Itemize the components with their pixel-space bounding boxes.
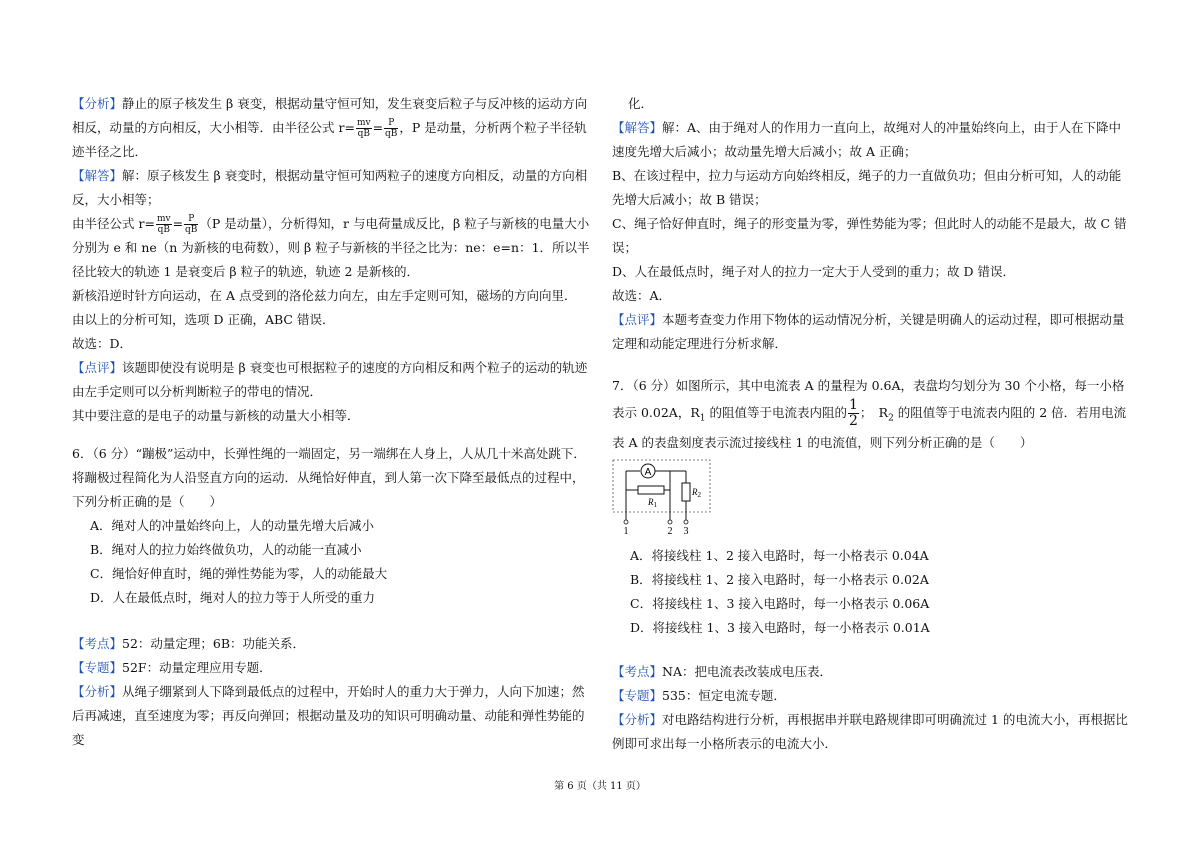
analysis-tag: 【分析】 (72, 96, 123, 111)
fraction: $\frac{mv}{qB}$ (156, 214, 171, 235)
option-d: D．将接线柱 1、3 接入电路时，每一小格表示 0.01A (630, 619, 930, 635)
knowledge-point: 【考点】52：动量定理；6B：功能关系． (72, 636, 306, 651)
terminal-2 (668, 520, 672, 524)
option-d: D．人在最低点时，绳对人的拉力等于人所受的重力 (90, 590, 376, 605)
knowledge-point: 【考点】NA：把电流表改装成电压表． (612, 663, 832, 679)
r2-resistor (682, 483, 690, 501)
solution-paragraph: 【解答】解：原子核发生 β 衰变时，根据动量守恒可知两粒子的速度方向相反，动量的方向相反，大小相等； (72, 168, 588, 207)
radius-formula-paragraph: 由半径公式 r= $\frac{mv}{qB}$ = $\frac{P}{qB}$ （P 是动量），分析得知，r 与电荷量成反比，β 粒子与新核的电量大小分别为 e 和 ne（n 为新核的电荷数），则 β 粒子与新核的半径之比为：ne：e=n：1．所以半径比较大的轨迹 1 是衰变后 β 粒子的轨迹，轨迹 2 是新核的． (72, 214, 590, 279)
analysis-paragraph: 【分析】对电路结构进行分析，再根据串并联电路规律即可明确流过 1 的电流大小，再根据比例即可求出每一小格所表示的电流大小． (612, 711, 1128, 751)
terminal-2-label: 2 (667, 525, 673, 535)
comment-tag: 【点评】 (72, 360, 123, 375)
question-6-stem: 6．（6 分）“蹦极”运动中，长弹性绳的一端固定，另一端绑在人身上，人从几十米高处跳下．将蹦极过程简化为人沿竖直方向的运动．从绳恰好伸直，到人第一次下降至最低点的过程中，下列分析正确的是（ ） (72, 446, 586, 509)
left-column (72, 92, 592, 752)
option-a: A．绳对人的冲量始终向上，人的动量先增大后减小 (90, 518, 375, 533)
terminal-3-label: 3 (683, 525, 689, 535)
r1-label: $R_1$ (648, 496, 657, 509)
solution-paragraph: 【解答】解：A、由于绳对人的作用力一直向上，故绳对人的冲量始终向上，由于人在下降中速度先增大后减小；故动量先增大后减小；故 A 正确； (612, 120, 1122, 159)
text-line: 其中要注意的是电子的动量与新核的动量大小相等． (72, 408, 360, 423)
r1-resistor (638, 486, 664, 494)
text-line: D、人在最低点时，绳子对人的拉力一定大于人受到的重力；故 D 错误． (612, 264, 1015, 279)
analysis-paragraph: 【分析】静止的原子核发生 β 衰变，根据动量守恒可知，发生衰变后粒子与反冲核的运动方向相反，动量的方向相反，大小相等．由半径公式 r= $\frac{mv}{qB}$ = $\frac{P}{qB}$ ，P 是动量，分析两个粒子半径轨迹半径之比． (72, 96, 588, 159)
fraction: $\frac{mv}{qB}$ (356, 118, 371, 139)
option-c: C．绳恰好伸直时，绳的弹性势能为零，人的动能最大 (90, 566, 388, 581)
terminal-1-label: 1 (623, 525, 629, 535)
text-line: B、在该过程中，拉力与运动方向始终相反，绳子的力一直做负功；但由分析可知，人的动能先增大后减小；故 B 错误； (612, 168, 1122, 207)
terminal-3 (684, 520, 688, 524)
fraction: $\frac{1}{2}$ (848, 397, 858, 429)
circuit-diagram (612, 459, 712, 535)
option-b: B．将接线柱 1、2 接入电路时，每一小格表示 0.02A (630, 571, 929, 587)
r2-label: $R_2$ (692, 486, 701, 499)
text-line: 新核沿逆时针方向运动，在 A 点受到的洛伦兹力向左，由左手定则可知，磁场的方向向里． (72, 288, 577, 303)
solution-tag: 【解答】 (72, 168, 123, 183)
text-line: 化． (628, 96, 654, 111)
answer-line: 故选：A． (612, 288, 672, 303)
right-column (612, 92, 1132, 756)
topic: 【专题】535：恒定电流专题． (612, 687, 786, 703)
option-c: C．将接线柱 1、3 接入电路时，每一小格表示 0.06A (630, 595, 930, 611)
text-line: 由以上的分析可知，选项 D 正确，ABC 错误． (72, 312, 335, 327)
page-footer: 第 6 页（共 11 页） (554, 781, 646, 792)
terminal-1 (624, 520, 628, 524)
text-line: C、绳子恰好伸直时，绳子的形变量为零，弹性势能为零；但此时人的动能不是最大，故 C 错误； (612, 216, 1127, 255)
comment-paragraph: 【点评】本题考查变力作用下物体的运动情况分析，关键是明确人的运动过程，即可根据动量定理和动能定理进行分析求解． (612, 312, 1125, 351)
option-b: B．绳对人的拉力始终做负功，人的动能一直减小 (90, 542, 362, 557)
question-7-stem: 7．（6 分）如图所示，其中电流表 A 的量程为 0.6A，表盘均匀划分为 30 个小格，每一小格表示 0.02A，$R_1$ 的阻值等于电流表内阻的 $\frac{1}{2}$ ； $R_2$ 的阻值等于电流表内阻的 2 倍．若用电流表 A 的表盘刻度表示流过接线柱 1 的电流值，则下列分析正确的是（ ） (612, 378, 1127, 450)
answer-line: 故选：D． (72, 336, 133, 351)
analysis-paragraph: 【分析】从绳子绷紧到人下降到最低点的过程中，开始时人的重力大于弹力，人向下加速；然后再减速，直至速度为零；再反向弹回；根据动量及功的知识可明确动量、动能和弹性势能的变 (72, 684, 585, 747)
fraction: $\frac{P}{qB}$ (385, 118, 398, 139)
comment-paragraph: 【点评】该题即使没有说明是 β 衰变也可根据粒子的速度的方向相反和两个粒子的运动的轨迹由左手定则可以分析判断粒子的带电的情况． (72, 360, 588, 399)
fraction: $\frac{P}{qB}$ (185, 214, 198, 235)
option-a: A．将接线柱 1、2 接入电路时，每一小格表示 0.04A (630, 547, 929, 563)
ammeter-label: A (644, 466, 652, 478)
topic: 【专题】52F：动量定理应用专题． (72, 660, 272, 675)
